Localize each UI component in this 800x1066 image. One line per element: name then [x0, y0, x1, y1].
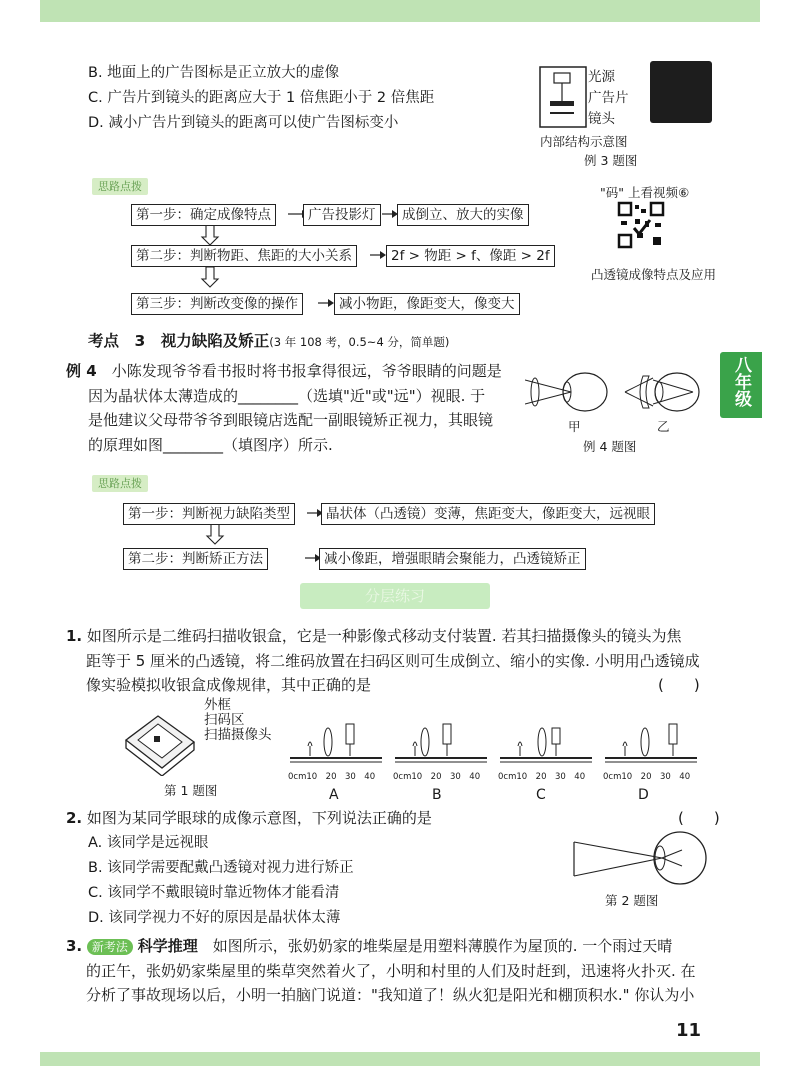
fig3-ad-photo: [650, 61, 712, 123]
tag-hint-1: 思路点拨: [92, 178, 148, 195]
flow4-step1: 第一步：判断视力缺陷类型: [123, 503, 295, 525]
q1-bench-d-scale: 0cm10 20 30 40: [603, 772, 691, 782]
q1-label-camera: 扫描摄像头: [204, 727, 272, 743]
question-1-line2: 距等于 5 厘米的凸透镜，将二维码放置在扫码区则可生成倒立、缩小的实像. 小明用凸透镜成: [86, 651, 700, 670]
question-1-line1: [66, 624, 706, 649]
flow4-step1-out: 晶状体（凸透镜）变薄，焦距变大，像距变大，远视眼: [321, 503, 655, 525]
page-number: 11: [676, 1020, 702, 1041]
bottom-color-bar: [40, 1052, 760, 1066]
qr-subtitle: 凸透镜成像特点及应用: [591, 267, 717, 282]
question-3-line2: 的正午，张奶奶家柴屋里的柴草突然着火了，小明和村里的人们及时赶到，迅速将火扑灭. 在: [86, 961, 696, 980]
q1-bench-c: [498, 718, 594, 782]
q2-eye-diagram: [570, 830, 710, 888]
question-3-topic: 科学推理: [137, 937, 198, 955]
flow3-step1-mid: 广告投影灯: [303, 204, 381, 226]
question-2-stem-text: 如图为某同学眼球的成像示意图，下列说法正确的是: [86, 809, 432, 827]
q1-label-scan-area: 扫码区: [204, 712, 245, 728]
fig3-inner-caption: 内部结构示意图: [540, 134, 628, 149]
q1-bench-d-graphic: [603, 718, 699, 770]
q1-choice-c: C: [536, 787, 546, 803]
q1-bench-a-graphic: [288, 718, 384, 770]
kaodian-3-title: 考点 3 视力缺陷及矫正: [88, 332, 270, 350]
grade-side-tab-text: 八年级: [731, 356, 751, 407]
flow4-step2-out: 减小像距，增强眼睛会聚能力，凸透镜矫正: [319, 548, 586, 570]
tag-hint-2: 思路点拨: [92, 475, 148, 492]
q1-label-frame: 外框: [204, 697, 231, 713]
fig3-caption: 例 3 题图: [584, 153, 638, 168]
section-banner: 分层练习: [300, 583, 490, 609]
q2-option-a: A. 该同学是远视眼: [88, 835, 209, 851]
example-4-line4: 的原理如图________（填图序）所示.: [88, 435, 333, 454]
q1-bench-c-graphic: [498, 718, 594, 770]
top-color-bar: [40, 0, 760, 22]
question-2-stem: [66, 806, 720, 831]
flow3-step2: 第二步：判断物距、焦距的大小关系: [131, 245, 357, 267]
q1-device-labels: [204, 698, 272, 743]
ex4-fig-jia: 甲: [568, 419, 581, 434]
q2-caption: 第 2 题图: [605, 893, 659, 908]
question-1-line3-text: 像实验模拟收银盒成像规律，其中正确的是: [86, 676, 372, 694]
q1-bench-d: [603, 718, 699, 782]
flow3-step2-out: 2f > 物距 > f、像距 > 2f: [386, 245, 555, 267]
question-2-answer-paren: ( ): [678, 809, 720, 827]
fig3-label-light: 光源: [588, 69, 615, 85]
question-1: [66, 624, 706, 698]
q1-bench-c-scale: 0cm10 20 30 40: [498, 772, 586, 782]
q2-option-c: C. 该同学不戴眼镜时靠近物体才能看清: [88, 885, 340, 901]
q1-choice-b: B: [432, 787, 442, 803]
q1-scanner-device: [118, 702, 208, 776]
example-4-line1: [66, 359, 526, 384]
grade-side-tab: [720, 352, 762, 418]
option-c: C. 广告片到镜头的距离应大于 1 倍焦距小于 2 倍焦距: [88, 90, 435, 106]
fig3-label-lens: 镜头: [588, 111, 615, 127]
option-b: B. 地面上的广告图标是正立放大的虚像: [88, 65, 340, 81]
q1-bench-b: [393, 718, 489, 782]
q1-choice-a: A: [329, 787, 339, 803]
question-1-line1-text: 如图所示是二维码扫描收银盒，它是一种影像式移动支付装置. 若其扫描摄像头的镜头为焦: [86, 627, 682, 645]
flow3-step3: 第三步：判断改变像的操作: [131, 293, 303, 315]
question-1-answer-paren: ( ): [658, 676, 700, 694]
example-4-label: 例 4: [66, 362, 97, 380]
flow3-step3-out: 减小物距，像距变大，像变大: [334, 293, 520, 315]
q1-bench-b-graphic: [393, 718, 489, 770]
question-2-number: 2.: [66, 809, 83, 827]
q1-choice-d: D: [638, 787, 649, 803]
q1-bench-b-scale: 0cm10 20 30 40: [393, 772, 481, 782]
ex4-fig-yi: 乙: [657, 419, 670, 434]
q2-option-d: D. 该同学视力不好的原因是晶状体太薄: [88, 910, 341, 926]
question-3-number: 3.: [66, 937, 83, 955]
flow3-step1: 第一步：确定成像特点: [131, 204, 276, 226]
fig3-labels: [588, 67, 629, 130]
question-3: [66, 934, 716, 1008]
qr-code-graphic: [617, 201, 665, 249]
ex4-caption: 例 4 题图: [583, 439, 637, 454]
q2-option-b: B. 该同学需要配戴凸透镜对视力进行矫正: [88, 860, 354, 876]
example-4-line3: 是他建议父母带爷爷到眼镜店选配一副眼镜矫正视力，其眼镜: [88, 411, 494, 429]
question-3-line1: [66, 934, 716, 959]
kaodian-3-note: (3 年 108 考，0.5~4 分，简单题): [269, 335, 450, 349]
kaodian-3-heading: [88, 329, 449, 351]
option-d: D. 减小广告片到镜头的距离可以使广告图标变小: [88, 115, 399, 131]
question-1-number: 1.: [66, 627, 83, 645]
example-4-line1-text: 小陈发现爷爷看书报时将书报拿得很远，爷爷眼睛的问题是: [111, 362, 502, 380]
ex4-eye-diagrams: [525, 368, 715, 418]
question-1-line3: [66, 673, 706, 698]
example-4-line2: 因为晶状体太薄造成的________（选填"近"或"远"）视眼. 于: [88, 386, 486, 405]
new-method-badge: 新考法: [87, 939, 133, 955]
qr-title: "码" 上看视频⑥: [600, 185, 690, 200]
q1-bench-a: [288, 718, 384, 782]
flow3-step1-out: 成倒立、放大的实像: [397, 204, 529, 226]
flow4-step2: 第二步：判断矫正方法: [123, 548, 268, 570]
qr-code-icon[interactable]: [617, 201, 665, 249]
fig3-label-film: 广告片: [588, 90, 629, 106]
question-3-line3: 分析了事故现场以后，小明一拍脑门说道："我知道了！纵火犯是阳光和棚顶积水." 你认为小: [86, 986, 695, 1004]
example-4: [66, 359, 526, 457]
question-3-line1-text: 如图所示，张奶奶家的堆柴屋是用塑料薄膜作为屋顶的. 一个雨过天晴: [212, 937, 673, 955]
q1-caption: 第 1 题图: [164, 783, 218, 798]
q1-bench-a-scale: 0cm10 20 30 40: [288, 772, 376, 782]
